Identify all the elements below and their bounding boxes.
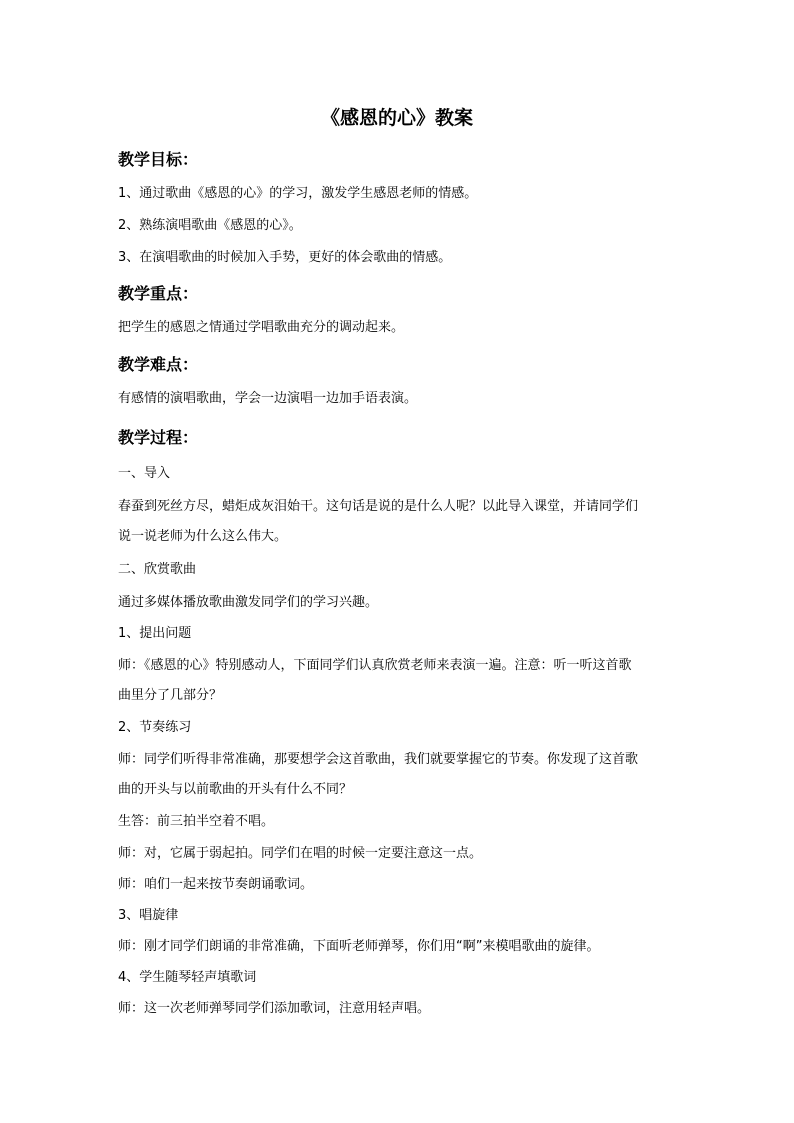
process-line: 师：这一次老师弹琴同学们添加歌词，注意用轻声唱。 xyxy=(118,1001,431,1016)
difficulties-heading: 教学难点： xyxy=(118,355,199,374)
process-line: 师：对，它属于弱起拍。同学们在唱的时候一定要注意这一点。 xyxy=(118,846,483,861)
objective-item: 1、通过歌曲《感恩的心》的学习，激发学生感恩老师的情感。 xyxy=(118,186,478,201)
process-line: 1、提出问题 xyxy=(118,626,192,641)
process-line: 师：刚才同学们朗诵的非常准确，下面听老师弹琴，你们用“啊”来模唱歌曲的旋律。 xyxy=(118,939,600,954)
key-points-heading: 教学重点： xyxy=(118,284,199,303)
process-line: 曲里分了几部分？ xyxy=(118,688,223,703)
process-line: 3、唱旋律 xyxy=(118,908,179,923)
process-line: 说一说老师为什么这么伟大。 xyxy=(118,529,288,544)
process-line: 通过多媒体播放歌曲激发同学们的学习兴趣。 xyxy=(118,595,379,610)
key-points-text: 把学生的感恩之情通过学唱歌曲充分的调动起来。 xyxy=(118,320,405,335)
objective-item: 2、熟练演唱歌曲《感恩的心》。 xyxy=(118,218,302,233)
objective-item: 3、在演唱歌曲的时候加入手势，更好的体会歌曲的情感。 xyxy=(118,250,452,265)
difficulties-text: 有感情的演唱歌曲，学会一边演唱一边加手语表演。 xyxy=(118,391,418,406)
objectives-heading: 教学目标： xyxy=(118,150,199,169)
document-title: 《感恩的心》教案 xyxy=(320,107,473,129)
process-line: 师：同学们听得非常准确，那要想学会这首歌曲，我们就要掌握它的节奏。你发现了这首歌 xyxy=(118,752,639,767)
process-line: 2、节奏练习 xyxy=(118,720,192,735)
process-line: 一、导入 xyxy=(118,466,171,481)
process-line: 4、学生随琴轻声填歌词 xyxy=(118,970,257,985)
process-line: 师：《感恩的心》特别感动人，下面同学们认真欣赏老师来表演一遍。注意：听一听这首歌 xyxy=(118,658,632,673)
process-line: 曲的开头与以前歌曲的开头有什么不同？ xyxy=(118,782,353,797)
process-heading: 教学过程： xyxy=(118,428,199,447)
process-line: 师：咱们一起来按节奏朗诵歌词。 xyxy=(118,877,314,892)
process-line: 春蚕到死丝方尽，蜡炬成灰泪始干。这句话是说的是什么人呢？以此导入课堂，并请同学们 xyxy=(118,499,639,514)
process-line: 生答：前三拍半空着不唱。 xyxy=(118,814,275,829)
process-line: 二、欣赏歌曲 xyxy=(118,562,197,577)
